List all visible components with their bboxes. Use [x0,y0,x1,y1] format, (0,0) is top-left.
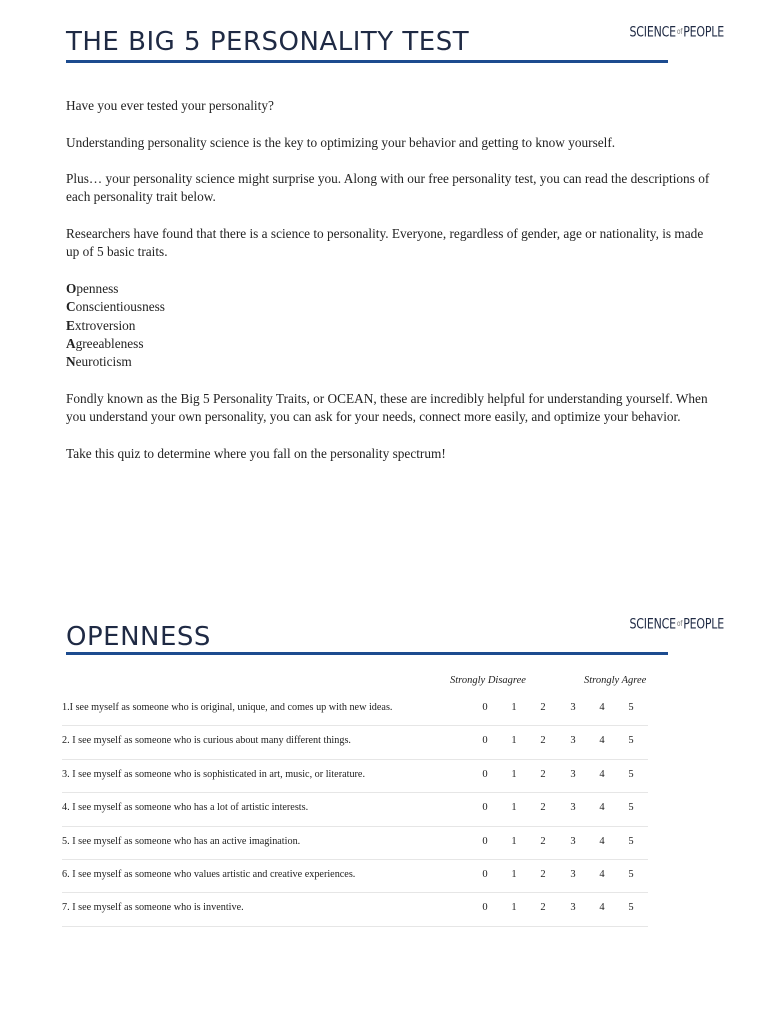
rating-option-1[interactable]: 1 [511,802,517,814]
brand-logo-science: SCIENCE [629,24,676,41]
brand-logo [630,24,724,40]
rating-option-1[interactable]: 1 [511,868,517,880]
rating-option-2[interactable]: 2 [540,835,546,847]
header-divider [66,60,668,63]
rating-option-5[interactable]: 5 [628,868,634,880]
intro-paragraph: Plus… your personality science might surprise you. Along with our free personality test, you can read the descriptions of each personality trait below. [66,171,710,205]
rating-option-0[interactable]: 0 [482,835,488,847]
rating-option-5[interactable]: 5 [628,902,634,914]
rating-option-5[interactable]: 5 [628,835,634,847]
question-text: 3. I see myself as someone who is sophisticated in art, music, or literature. [62,768,366,780]
intro-paragraph: Researchers have found that there is a science to personality. Everyone, regardless of gender, age or nationality, is made up of 5 basic traits. [66,226,704,260]
rating-option-1[interactable]: 1 [511,902,517,914]
rating-option-1[interactable]: 1 [511,702,517,713]
rating-option-4[interactable]: 4 [599,702,605,713]
rating-option-2[interactable]: 2 [540,702,546,713]
question-row [62,860,648,893]
scale-label-strongly-disagree: Strongly Disagree [450,675,526,686]
rating-option-5[interactable]: 5 [628,768,634,780]
rating-option-0[interactable]: 0 [482,902,488,914]
question-row [62,793,648,826]
question-row [62,827,648,860]
question-row [62,726,648,759]
rating-option-2[interactable]: 2 [540,868,546,880]
brand-logo-people: PEOPLE [683,616,724,633]
brand-logo [630,616,724,632]
rating-option-1[interactable]: 1 [511,735,517,747]
rating-option-2[interactable]: 2 [540,735,546,747]
rating-option-5[interactable]: 5 [628,735,634,747]
question-text: 2. I see myself as someone who is curious about many different things. [62,735,351,747]
intro-paragraph: Fondly known as the Big 5 Personality Traits, or OCEAN, these are incredibly helpful for understanding yourself. When you understand your own personality, you can ask for your needs, connect more easily, and optimize your behavior. [66,390,708,425]
scale-label-strongly-agree: Strongly Agree [584,675,647,686]
rating-option-1[interactable]: 1 [511,768,517,780]
rating-option-0[interactable]: 0 [482,702,488,713]
trait-item-neuroticism: Neuroticism [66,354,132,370]
rating-option-3[interactable]: 3 [570,702,576,713]
rating-option-3[interactable]: 3 [570,768,576,780]
rating-option-4[interactable]: 4 [599,868,605,880]
trait-item-extroversion: Extroversion [66,317,136,333]
intro-paragraph: Understanding personality science is the key to optimizing your behavior and getting to know yourself. [66,134,616,150]
question-text: 5. I see myself as someone who has an active imagination. [62,835,301,847]
rating-option-4[interactable]: 4 [599,768,605,780]
rating-option-2[interactable]: 2 [540,902,546,914]
rating-option-2[interactable]: 2 [540,802,546,814]
trait-item-openness: Openness [66,280,119,296]
ocean-trait-list [66,280,716,371]
question-row [62,693,648,726]
page-title: THE BIG 5 PERSONALITY TEST [66,27,470,57]
rating-option-0[interactable]: 0 [482,868,488,880]
rating-option-2[interactable]: 2 [540,768,546,780]
question-text: 6. I see myself as someone who values artistic and creative experiences. [62,868,356,880]
question-text: 7. I see myself as someone who is inventive. [62,902,244,914]
intro-paragraph: Have you ever tested your personality? [66,98,274,113]
rating-option-3[interactable]: 3 [570,802,576,814]
rating-option-3[interactable]: 3 [570,902,576,914]
rating-option-4[interactable]: 4 [599,802,605,814]
rating-option-5[interactable]: 5 [628,702,634,713]
brand-logo-science: SCIENCE [629,616,676,633]
rating-option-3[interactable]: 3 [570,868,576,880]
question-row [62,760,648,793]
question-row [62,893,648,926]
rating-option-4[interactable]: 4 [599,902,605,914]
intro-section [66,97,716,481]
rating-option-3[interactable]: 3 [570,735,576,747]
trait-item-agreeableness: Agreeableness [66,335,144,351]
rating-option-0[interactable]: 0 [482,768,488,780]
rating-option-3[interactable]: 3 [570,835,576,847]
rating-option-4[interactable]: 4 [599,835,605,847]
intro-paragraph: Take this quiz to determine where you fall on the personality spectrum! [66,445,446,461]
rating-option-1[interactable]: 1 [511,835,517,847]
brand-logo-of: of [676,619,683,629]
brand-logo-people: PEOPLE [683,24,724,41]
brand-logo-of: of [676,27,683,37]
rating-option-0[interactable]: 0 [482,802,488,814]
rating-option-4[interactable]: 4 [599,735,605,747]
question-table [62,693,648,927]
rating-option-0[interactable]: 0 [482,735,488,747]
question-text: 1.I see myself as someone who is original, unique, and comes up with new ideas. [62,702,393,713]
trait-item-conscientiousness: Conscientiousness [66,299,165,315]
section-title-openness: OPENNESS [66,622,211,652]
question-text: 4. I see myself as someone who has a lot of artistic interests. [62,802,309,814]
section-divider [66,652,668,655]
rating-option-5[interactable]: 5 [628,802,634,814]
